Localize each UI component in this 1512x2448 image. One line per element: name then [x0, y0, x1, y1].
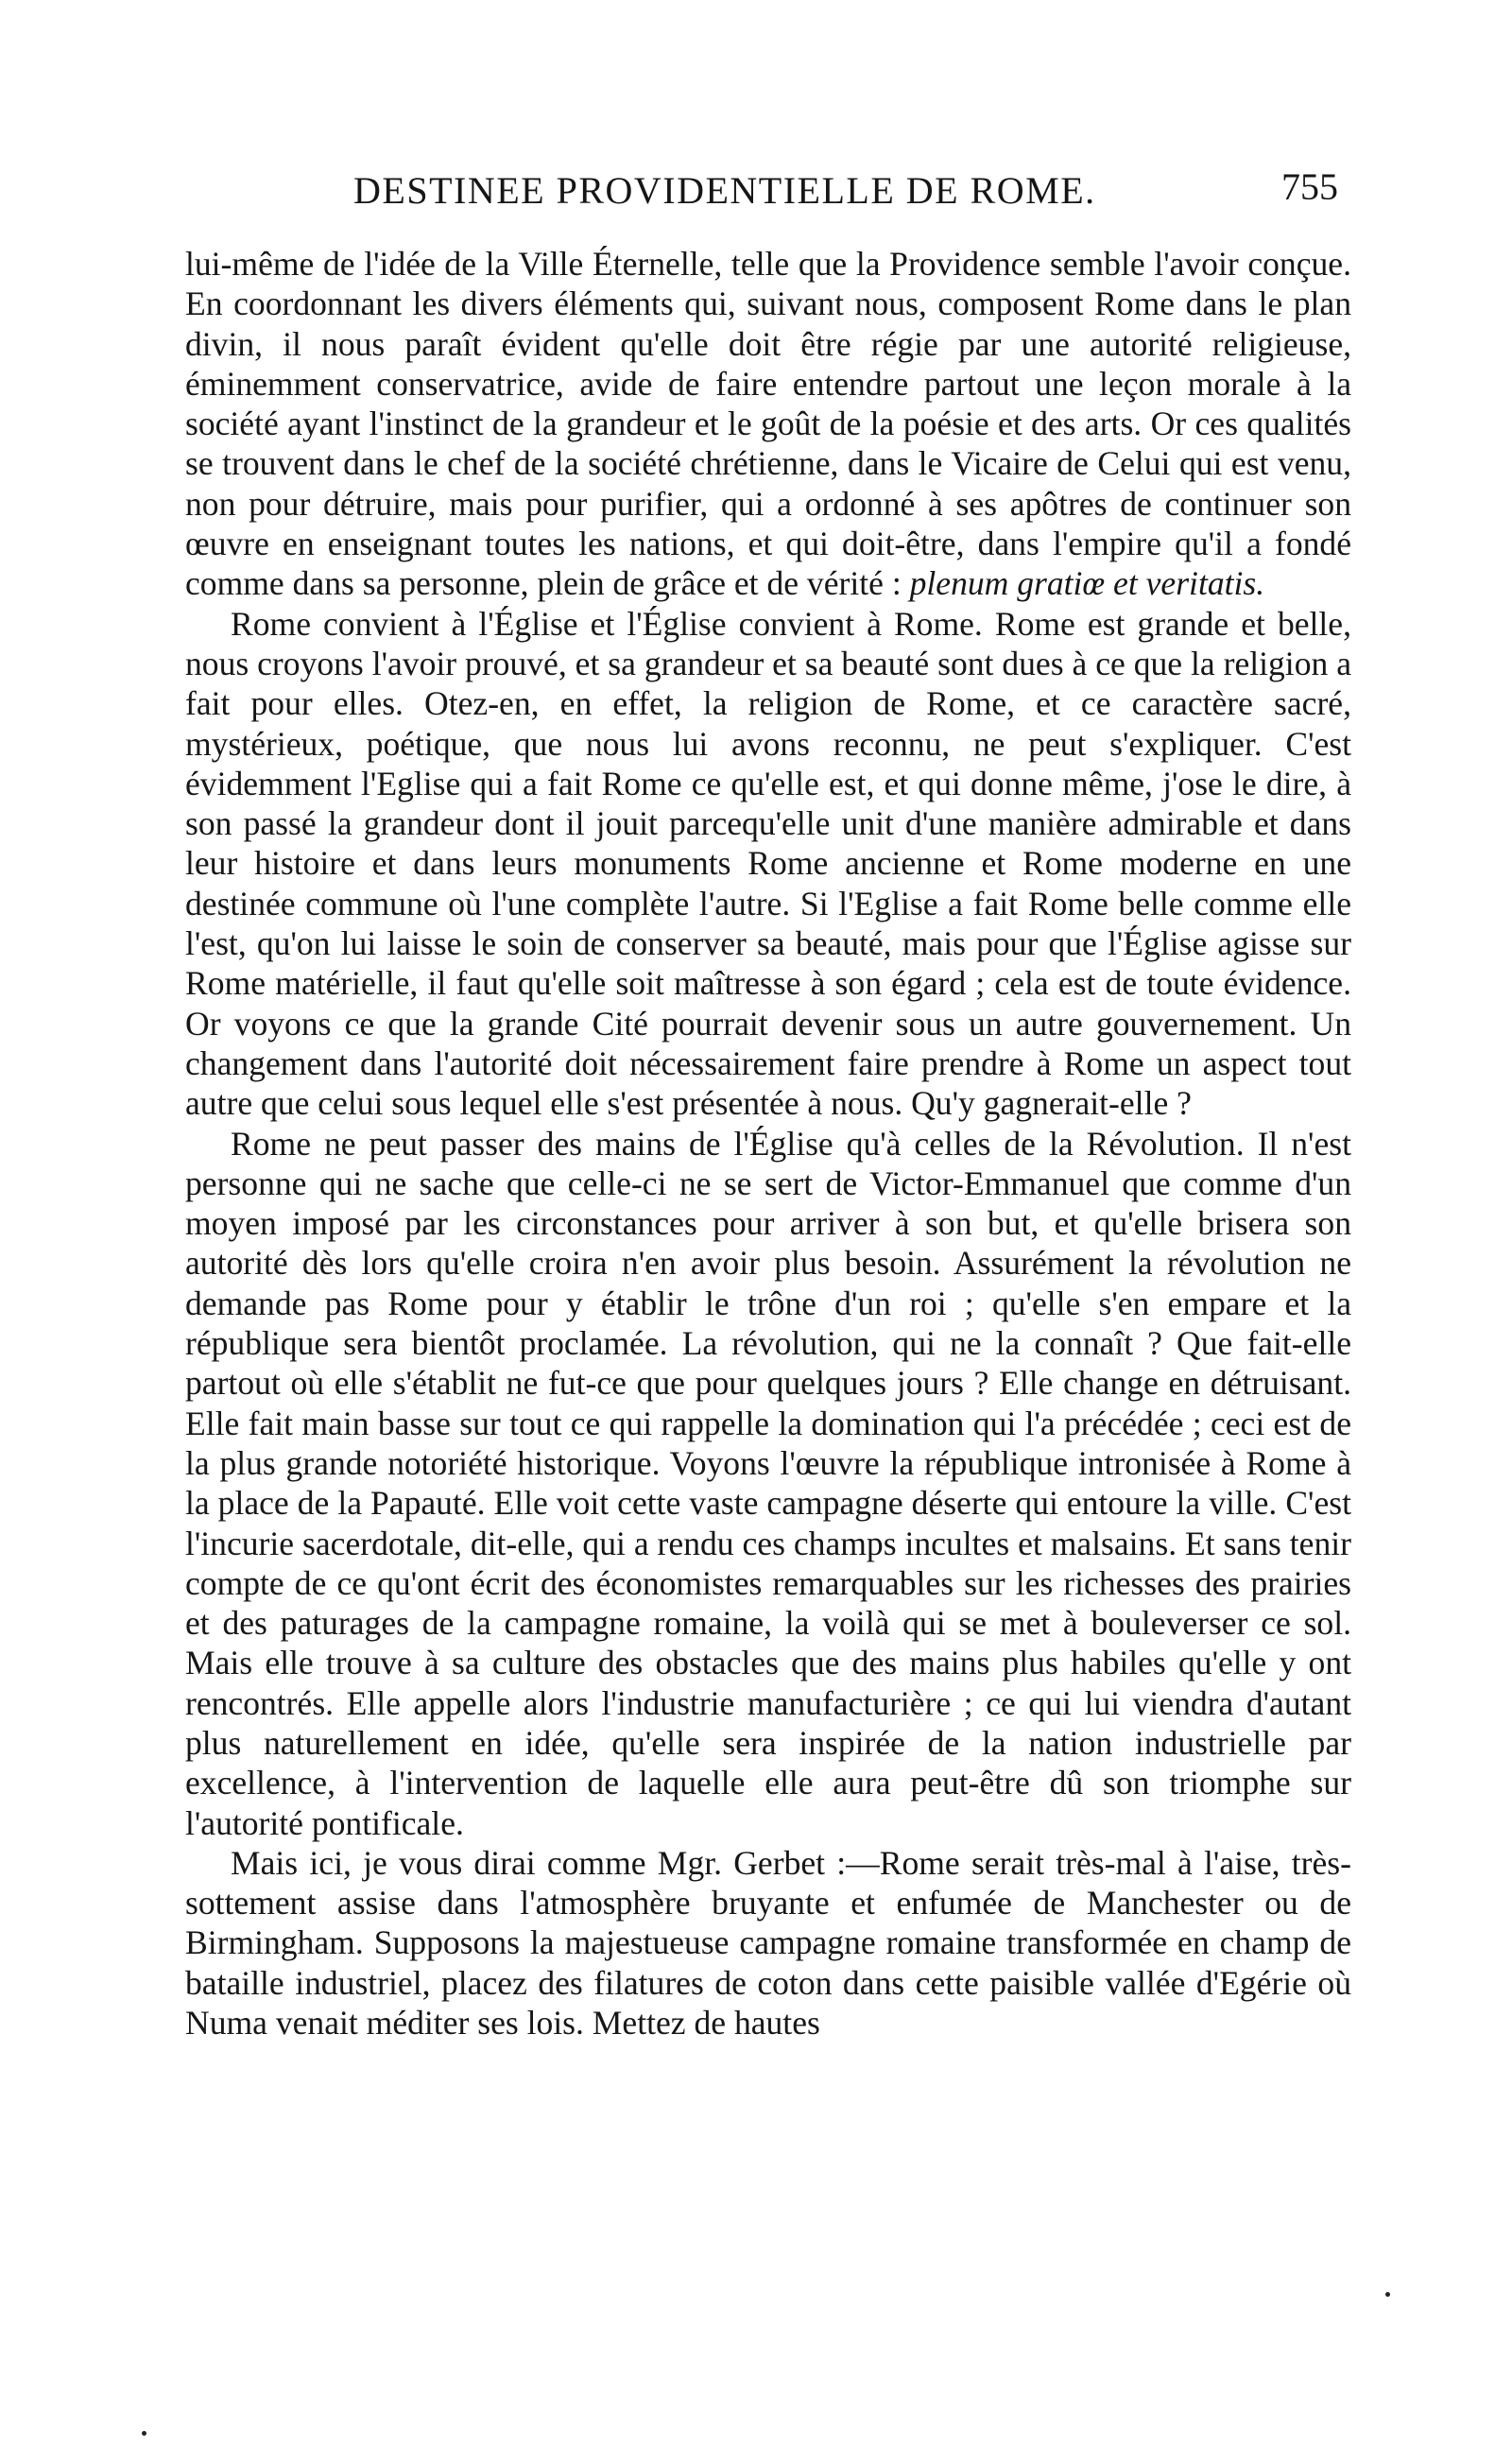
ink-speck — [1385, 2292, 1390, 2297]
paragraph-1 — [185, 244, 1351, 604]
body-text — [185, 244, 1351, 2043]
paragraph-1-text: lui-même de l'idée de la Ville Éternelle, telle que la Providence semble l'avoir conçue. En coordonnant les divers éléments qui, suivant nous, composent Rome dans le plan divin, il nous paraît évident qu'elle doit être régie par une autorité religieuse, éminemment conservatrice, avide de faire entendre partout une leçon morale à la société ayant l'instinct de la grandeur et le goût de la poésie et des arts. Or ces qualités se trouvent dans le chef de la société chrétienne, dans le Vicaire de Celui qui est venu, non pour détruire, mais pour purifier, qui a ordonné à ses apôtres de continuer son œuvre en enseignant toutes les nations, et qui doit-être, dans l'empire qu'il a fondé comme dans sa personne, plein de grâce et de vérité : — [185, 245, 1351, 603]
paragraph-3: Rome ne peut passer des mains de l'Église qu'à celles de la Révolution. Il n'est personne qui ne sache que celle-ci ne se sert de Victor-Emmanuel que comme d'un moyen imposé par les circonstances pour arriver à son but, et qu'elle brisera son autorité dès lors qu'elle croira n'en avoir plus besoin. Assurément la révolution ne demande pas Rome pour y établir le trône d'un roi ; qu'elle s'en empare et la république sera bientôt proclamée. La révolution, qui ne la connaît ? Que fait-elle partout où elle s'établit ne fut-ce que pour quelques jours ? Elle change en détruisant. Elle fait main basse sur tout ce qui rappelle la domination qui l'a précédée ; ceci est de la plus grande notoriété historique. Voyons l'œuvre la république intronisée à Rome à la place de la Papauté. Elle voit cette vaste campagne déserte qui entoure la ville. C'est l'incurie sacerdotale, dit-elle, qui a rendu ces champs incultes et malsains. Et sans tenir compte de ce qu'ont écrit des économistes remarquables sur les richesses des prairies et des paturages de la campagne romaine, la voilà qui se met à bouleverser ce sol. Mais elle trouve à sa culture des obstacles que des mains plus habiles qu'elle y ont rencontrés. Elle appelle alors l'industrie manufacturière ; ce qui lui viendra d'autant plus naturellement en idée, qu'elle sera inspirée de la nation industrielle par excellence, à l'intervention de laquelle elle aura peut-être dû son triomphe sur l'autorité pontificale. — [185, 1124, 1351, 1842]
running-title: DESTINEE PROVIDENTIELLE DE ROME. — [353, 169, 1096, 212]
paragraph-4: Mais ici, je vous dirai comme Mgr. Gerbet :—Rome serait très-mal à l'aise, très-sottement assise dans l'atmosphère bruyante et enfumée de Manchester ou de Birmingham. Supposons la majestueuse campagne romaine transformée en champ de bataille industriel, placez des filatures de coton dans cette paisible vallée d'Egérie où Numa venait méditer ses lois. Mettez de hautes — [185, 1843, 1351, 2043]
running-head — [185, 165, 1366, 225]
ink-speck — [142, 2431, 146, 2436]
paragraph-2: Rome convient à l'Église et l'Église convient à Rome. Rome est grande et belle, nous croyons l'avoir prouvé, et sa grandeur et sa beauté sont dues à ce que la religion a fait pour elles. Otez-en, en effet, la religion de Rome, et ce caractère sacré, mystérieux, poétique, que nous lui avons reconnu, ne peut s'expliquer. C'est évidemment l'Eglise qui a fait Rome ce qu'elle est, et qui donne même, j'ose le dire, à son passé la grandeur dont il jouit parcequ'elle unit d'une manière admirable et dans leur histoire et dans leurs monuments Rome ancienne et Rome moderne en une destinée commune où l'une complète l'autre. Si l'Eglise a fait Rome belle comme elle l'est, qu'on lui laisse le soin de conserver sa beauté, mais pour que l'Église agisse sur Rome matérielle, il faut qu'elle soit maîtresse à son égard ; cela est de toute évidence. Or voyons ce que la grande Cité pourrait devenir sous un autre gouvernement. Un changement dans l'autorité doit nécessairement faire prendre à Rome un aspect tout autre que celui sous lequel elle s'est présentée à nous. Qu'y gagnerait-elle ? — [185, 604, 1351, 1123]
page-number: 755 — [1281, 165, 1338, 208]
latin-quotation: plenum gratiœ et veritatis. — [909, 564, 1265, 603]
